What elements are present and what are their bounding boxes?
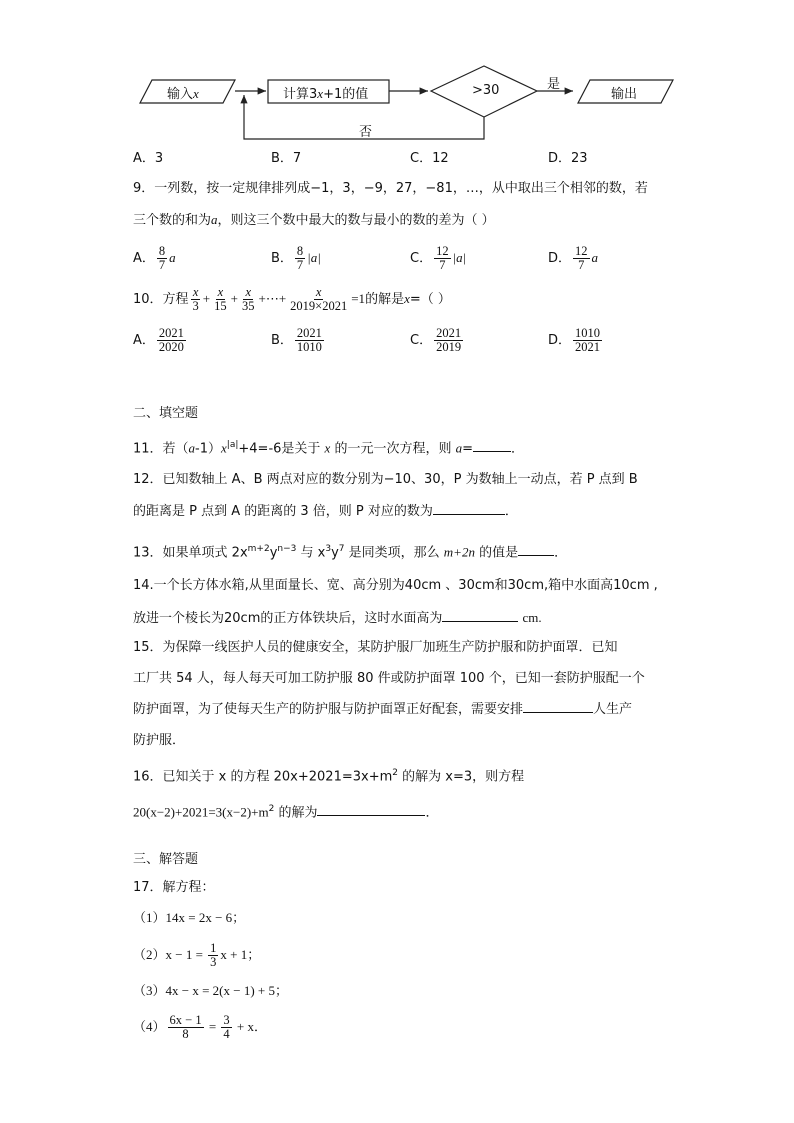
q17-part1: （1）14x = 2x − 6；	[133, 910, 246, 925]
flow-input-label: 输入x	[167, 86, 199, 102]
flowchart	[0, 0, 794, 150]
q8-option-b: B．7	[271, 151, 302, 166]
flow-no-label: 否	[359, 125, 373, 140]
q9-line2: 三个数的和为a，则这三个数中最大的数与最小的数的差为（ ）	[133, 212, 495, 228]
q10-option-b: B． $\frac{2021}{1010}$	[271, 325, 322, 354]
q12-line2: 的距离是 P 点到 A 的距离的 3 倍，则 P 对应的数为 ．	[133, 504, 518, 519]
q17-title: 17．解方程：	[133, 880, 215, 895]
q15-line4: 防护服．	[133, 733, 186, 748]
flow-decision-label: >30	[472, 83, 500, 98]
q8-option-c: C．12	[410, 151, 449, 166]
q15-line3: 防护面罩，为了使每天生产的防护服与防护面罩正好配套，需要安排 人生产	[133, 702, 633, 717]
flow-output-label: 输出	[611, 87, 638, 102]
q8-options	[133, 148, 693, 170]
q16-line1: 16．已知关于 x 的方程 $20x+2021=3x+m^2$ 的解为 x=3，则方程	[133, 768, 525, 785]
q17-part3: （3）4x − x = 2(x − 1) + 5；	[133, 983, 288, 998]
q9-line1: 9．一列数，按一定规律排列成−1，3，−9，27，−81，…，从中取出三个相邻的数，若	[133, 181, 648, 196]
q9-option-a: A． $\frac{8}{7}$ a	[133, 243, 176, 272]
q14-answer-blank[interactable]	[442, 609, 518, 622]
q9-options	[133, 240, 693, 276]
q10-option-a: A． $\frac{2021}{2020}$	[133, 325, 184, 354]
q10-option-d: D． $\frac{1010}{2021}$	[548, 325, 601, 354]
q17-part4: （4） $\frac{6x - 1}{8}$ = $\frac{3}{4}$ + x．	[133, 1012, 268, 1041]
q12-answer-blank[interactable]	[433, 502, 505, 515]
q11: 11．若$(a-1)x^{|a|}+4=-6$是关于 x 的一元一次方程，则 a= ．	[133, 440, 525, 457]
q15-line2: 工厂共 54 人，每人每天可加工防护服 80 件或防护面罩 100 个，已知一套防护服配一个	[133, 671, 645, 686]
section-solve-title: 三、解答题	[133, 852, 199, 867]
q15-line1: 15．为保障一线医护人员的健康安全，某防护服厂加班生产防护服和防护面罩．已知	[133, 640, 618, 655]
section-fill-in-title: 二、填空题	[133, 406, 199, 421]
q9-option-d: D． $\frac{12}{7}$ a	[548, 243, 599, 272]
q15-answer-blank[interactable]	[523, 700, 593, 713]
q13: 13．如果单项式 $2x^{m+2}y^{n-3}$ 与 $x^3y^7$ 是同类项，那么 m+2n 的值是 ．	[133, 544, 568, 561]
q16-line2: $20(x-2)+2021=3(x-2)+m^2$ 的解为 ．	[133, 804, 439, 821]
q14-line2: 放进一个棱长为20cm的正方体铁块后，这时水面高为 cm.	[133, 610, 542, 626]
q10-equation: 10．方程 $\frac{x}{3}$ + $\frac{x}{15}$ + $\frac{x}{35}$ +⋯+ $\frac{x}{2019\times 2021}$ =1的解是x=（ ）	[133, 284, 451, 313]
q8-option-d: D．23	[548, 151, 588, 166]
q11-answer-blank[interactable]	[473, 439, 511, 452]
q17-part2: （2）x − 1 = $\frac{1}{3}$ x + 1；	[133, 940, 261, 969]
q16-answer-blank[interactable]	[317, 803, 425, 816]
q14-line1: 14.一个长方体水箱,从里面量长、宽、高分别为40cm 、30cm和30cm,箱中水面高10cm ,	[133, 578, 658, 593]
q10-options	[133, 322, 693, 360]
flow-yes-label: 是	[547, 77, 561, 92]
q9-option-c: C． $\frac{12}{7}$ |a|	[410, 243, 467, 272]
q10-option-c: C． $\frac{2021}{2019}$	[410, 325, 462, 354]
q8-option-a: A．3	[133, 151, 164, 166]
q9-option-b: B． $\frac{8}{7}$ |a|	[271, 243, 321, 272]
q13-answer-blank[interactable]	[518, 543, 554, 556]
q12-line1: 12．已知数轴上 A、B 两点对应的数分别为−10、30，P 为数轴上一动点，若 P 点到 B	[133, 472, 638, 487]
flow-process-label: 计算3x+1的值	[283, 86, 369, 102]
